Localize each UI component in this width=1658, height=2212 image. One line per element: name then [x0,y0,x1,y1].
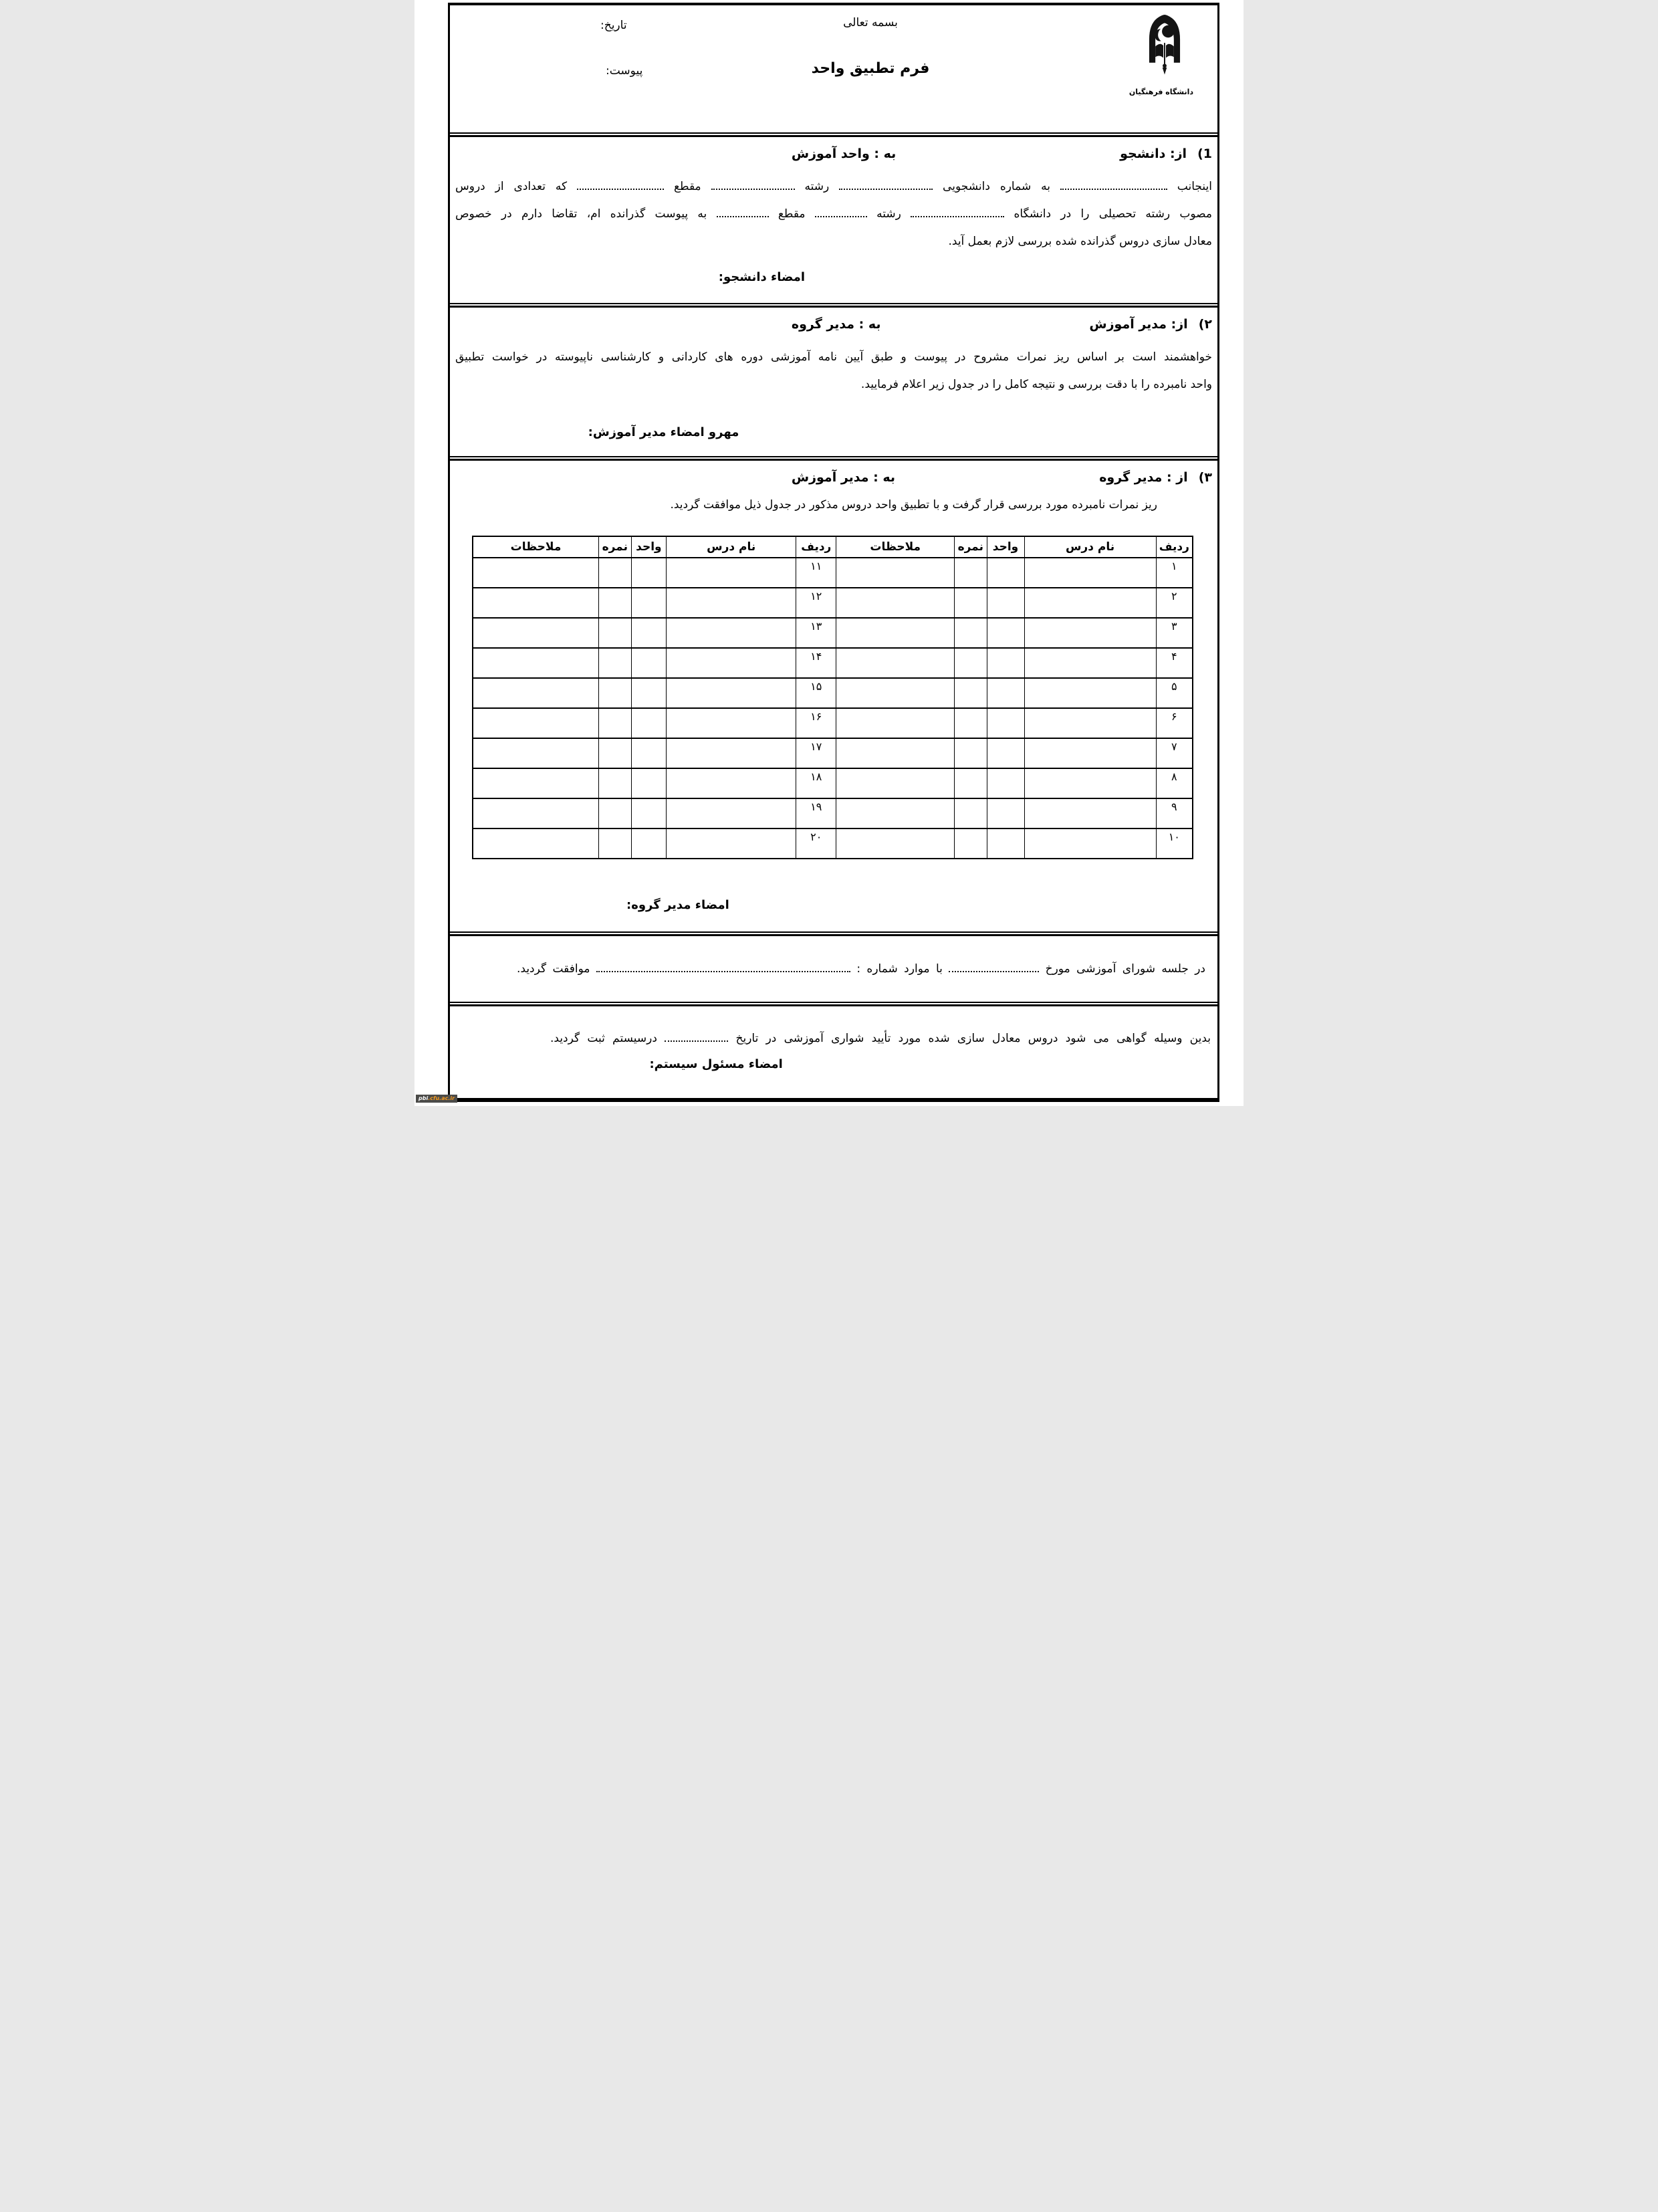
empty-cell [987,798,1024,828]
empty-cell [836,708,955,738]
section-education-manager [450,308,1217,456]
table-row [473,738,1193,768]
empty-cell [987,708,1024,738]
bismillah-text: بسمه تعالی [843,16,898,29]
empty-cell [1024,708,1156,738]
dotted-blank [911,215,1004,217]
table-row [473,768,1193,798]
form-header [450,5,1217,132]
section-number: ۲) [1198,317,1212,332]
row-number-cell: ۱۶ [796,708,836,738]
empty-cell [473,588,599,618]
row-number-cell: ۷ [1156,738,1193,768]
empty-cell [987,738,1024,768]
empty-cell [836,738,955,768]
column-header: واحد [631,536,667,558]
row-number-cell: ۱۸ [796,768,836,798]
student-signature-label: امضاء دانشجو: [718,270,806,284]
row-number-cell: ۱۷ [796,738,836,768]
row-number-cell: ۵ [1156,678,1193,708]
empty-cell [955,558,987,588]
section-divider [450,303,1217,308]
form-line: واحد نامبرده را با دقت بررسی و نتیجه کامل را در جدول زیر اعلام فرمایید. [860,378,1212,391]
from-label: از: دانشجو [1120,146,1187,161]
row-number-cell: ۱۱ [796,558,836,588]
section-number: ۳) [1198,470,1212,485]
empty-cell [1024,558,1156,588]
dotted-blank [1060,187,1167,190]
text-run: موافقت گردید. [517,962,590,976]
section-1-paragraph [450,173,1217,255]
empty-cell [599,558,631,588]
section-divider [450,132,1217,137]
empty-cell [955,738,987,768]
date-label: تاریخ: [600,19,627,32]
row-number-cell: ۶ [1156,708,1193,738]
form-line [450,962,1217,976]
row-number-cell: ۱۲ [796,588,836,618]
section-2-paragraph [450,344,1217,399]
empty-cell [1024,768,1156,798]
table-row [473,708,1193,738]
empty-cell [987,768,1024,798]
dotted-blank [949,970,1039,972]
section-2-head [450,308,1217,337]
table-row [473,798,1193,828]
form-frame [448,3,1219,1102]
to-label: به : واحد آموزش [791,146,897,161]
text-run: در جلسه شورای آموزشی مورخ [1045,962,1205,976]
text-run: رشته [876,207,901,221]
empty-cell [667,708,796,738]
dotted-blank [717,215,769,217]
text-run: به شماره دانشجویی [943,180,1050,193]
empty-cell [1024,738,1156,768]
text-run: اینجانب [1177,180,1212,193]
empty-cell [473,738,599,768]
empty-cell [1024,798,1156,828]
empty-cell [473,708,599,738]
university-logo [1129,12,1193,96]
row-number-cell: ۲ [1156,588,1193,618]
empty-cell [836,588,955,618]
empty-cell [473,558,599,588]
dotted-blank [665,1039,728,1042]
empty-cell [473,648,599,678]
text-run: با موارد شماره : [856,962,943,976]
form-line [455,173,1212,201]
section-council-approval [450,936,1217,1002]
empty-cell [473,618,599,648]
empty-cell [631,738,667,768]
table-row [473,828,1193,859]
empty-cell [599,798,631,828]
watermark-rest: .cfu.ac.ir [428,1095,455,1101]
column-header: ردیف [1156,536,1193,558]
text-run: مصوب رشته تحصیلی را در دانشگاه [1014,207,1212,221]
empty-cell [631,768,667,798]
empty-cell [955,708,987,738]
column-header: ردیف [796,536,836,558]
empty-cell [1024,648,1156,678]
section-1-head [450,137,1217,167]
section-3-from [1099,470,1212,485]
empty-cell [599,648,631,678]
column-header: نمره [955,536,987,558]
from-label: از : مدیر گروه [1099,470,1188,485]
table-row [473,678,1193,708]
row-number-cell: ۱ [1156,558,1193,588]
row-number-cell: ۴ [1156,648,1193,678]
empty-cell [836,678,955,708]
text-run: که تعدادی از دروس [455,180,568,193]
empty-cell [599,738,631,768]
empty-cell [836,558,955,588]
university-name: دانشگاه فرهنگیان [1129,88,1193,96]
section-3-head [450,461,1217,490]
empty-cell [631,588,667,618]
empty-cell [667,648,796,678]
site-watermark [416,1095,457,1103]
to-label: به : مدیر آموزش [791,470,895,485]
empty-cell [667,678,796,708]
empty-cell [1024,588,1156,618]
empty-cell [955,768,987,798]
column-header: واحد [987,536,1024,558]
watermark-bold: pbi [419,1095,429,1101]
empty-cell [955,648,987,678]
empty-cell [473,828,599,859]
dotted-blank [839,187,933,190]
empty-cell [667,798,796,828]
empty-cell [667,828,796,859]
empty-cell [667,768,796,798]
page [414,0,1244,1106]
row-number-cell: ۱۹ [796,798,836,828]
row-number-cell: ۱۰ [1156,828,1193,859]
empty-cell [987,678,1024,708]
row-number-cell: ۹ [1156,798,1193,828]
form-line: معادل سازی دروس گذرانده شده بررسی لازم بعمل آید. [948,235,1212,248]
section-group-manager [450,461,1217,931]
empty-cell [473,798,599,828]
attachment-label: پیوست: [606,64,643,78]
row-number-cell: ۱۳ [796,618,836,648]
empty-cell [473,678,599,708]
section-number: 1) [1197,146,1212,161]
empty-cell [599,618,631,648]
empty-cell [1024,678,1156,708]
text-run: درسیستم ثبت گردید. [550,1032,657,1045]
form-line [455,201,1212,228]
section-student-request [450,137,1217,303]
empty-cell [1024,828,1156,859]
section-divider [450,931,1217,936]
text-run: مقطع [778,207,806,221]
empty-cell [987,618,1024,648]
empty-cell [836,618,955,648]
section-system-registration [450,1006,1217,1071]
empty-cell [631,558,667,588]
section-1-from [1120,146,1212,161]
empty-cell [667,588,796,618]
empty-cell [1024,618,1156,648]
column-header: ملاحظات [473,536,599,558]
empty-cell [955,618,987,648]
dotted-blank [815,215,867,217]
row-number-cell: ۱۵ [796,678,836,708]
text-run: به پیوست گذرانده ام، تقاضا دارم در خصوص [455,207,707,221]
empty-cell [667,618,796,648]
education-manager-signature-label: مهرو امضاء مدیر آموزش: [588,425,739,439]
empty-cell [955,678,987,708]
empty-cell [631,678,667,708]
dotted-blank [577,187,664,190]
row-number-cell: ۸ [1156,768,1193,798]
empty-cell [599,708,631,738]
empty-cell [836,828,955,859]
empty-cell [631,828,667,859]
row-number-cell: ۲۰ [796,828,836,859]
empty-cell [987,558,1024,588]
table-row [473,558,1193,588]
empty-cell [955,588,987,618]
empty-cell [836,768,955,798]
to-label: به : مدیر گروه [791,317,881,332]
empty-cell [599,768,631,798]
row-number-cell: ۳ [1156,618,1193,648]
system-operator-signature-label: امضاء مسئول سیستم: [649,1057,783,1071]
from-label: از: مدیر آموزش [1089,317,1188,332]
group-manager-signature-label: امضاء مدیر گروه: [626,898,729,912]
empty-cell [987,828,1024,859]
empty-cell [836,648,955,678]
empty-cell [955,828,987,859]
empty-cell [631,618,667,648]
form-title: فرم تطبیق واحد [811,60,930,77]
empty-cell [987,588,1024,618]
empty-cell [599,588,631,618]
empty-cell [631,648,667,678]
table-row [473,588,1193,618]
column-header: نمره [599,536,631,558]
text-run: مقطع [673,180,701,193]
course-equivalency-table [472,536,1193,859]
empty-cell [836,798,955,828]
empty-cell [955,798,987,828]
row-number-cell: ۱۴ [796,648,836,678]
university-emblem-icon [1143,12,1187,87]
empty-cell [987,648,1024,678]
text-run: بدین وسیله گواهی می شود دروس معادل سازی شده مورد تأیید شواری آموزشی در تاریخ [735,1032,1211,1045]
dotted-blank [596,970,850,972]
text-run: رشته [804,180,830,193]
column-header: ملاحظات [836,536,955,558]
empty-cell [667,558,796,588]
empty-cell [473,768,599,798]
section-divider [450,1002,1217,1006]
section-2-from [1089,317,1212,332]
form-line [450,1032,1217,1045]
empty-cell [667,738,796,768]
empty-cell [631,708,667,738]
column-header: نام درس [1024,536,1156,558]
section-divider [450,456,1217,461]
table-row [473,618,1193,648]
empty-cell [599,678,631,708]
table-caption: ریز نمرات نامبرده مورد بررسی قرار گرفت و با تطبیق واحد دروس مذکور در جدول ذیل موافقت گردید. [670,498,1157,512]
table-row [473,648,1193,678]
empty-cell [599,828,631,859]
form-line: خواهشمند است بر اساس ریز نمرات مشروح در پیوست و طبق آیین نامه آموزشی دوره های کاردانی و کارشناسی ناپیوسته در خواست تطبیق [455,350,1212,364]
dotted-blank [711,187,795,190]
empty-cell [631,798,667,828]
column-header: نام درس [667,536,796,558]
